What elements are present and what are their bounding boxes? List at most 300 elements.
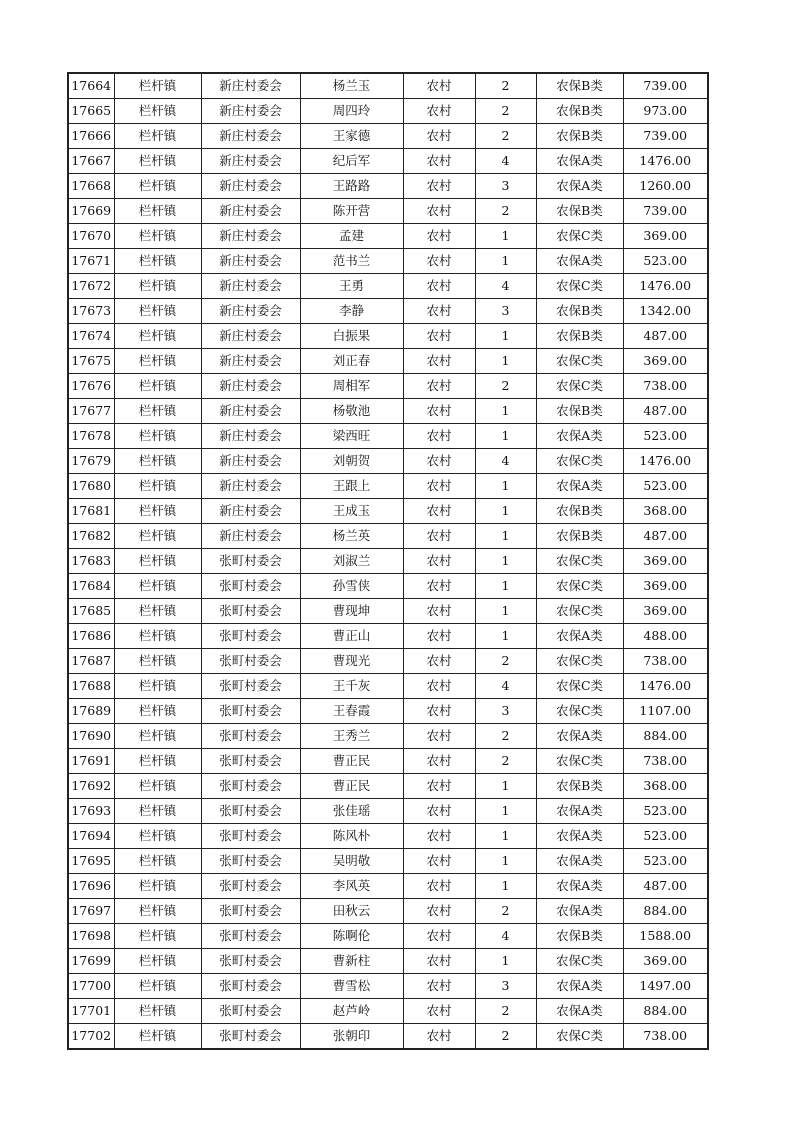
record-id-cell: 17695 xyxy=(68,849,114,874)
person-name-cell: 曹现光 xyxy=(300,649,403,674)
village-committee-cell: 张町村委会 xyxy=(201,749,300,774)
person-name-cell: 梁西旺 xyxy=(300,424,403,449)
village-committee-cell: 新庄村委会 xyxy=(201,424,300,449)
amount-cell: 1497.00 xyxy=(623,974,708,999)
town-cell: 栏杆镇 xyxy=(114,749,201,774)
amount-cell: 1476.00 xyxy=(623,149,708,174)
town-cell: 栏杆镇 xyxy=(114,649,201,674)
record-id-cell: 17676 xyxy=(68,374,114,399)
amount-cell: 739.00 xyxy=(623,73,708,99)
area-type-cell: 农村 xyxy=(403,73,475,99)
person-name-cell: 王秀兰 xyxy=(300,724,403,749)
person-name-cell: 陈啊伦 xyxy=(300,924,403,949)
village-committee-cell: 张町村委会 xyxy=(201,649,300,674)
person-name-cell: 周相军 xyxy=(300,374,403,399)
town-cell: 栏杆镇 xyxy=(114,224,201,249)
village-committee-cell: 新庄村委会 xyxy=(201,224,300,249)
amount-cell: 739.00 xyxy=(623,124,708,149)
household-count-cell: 4 xyxy=(475,449,536,474)
table-row xyxy=(68,424,708,449)
insurance-category-cell: 农保C类 xyxy=(536,349,623,374)
record-id-cell: 17665 xyxy=(68,99,114,124)
town-cell: 栏杆镇 xyxy=(114,499,201,524)
household-count-cell: 2 xyxy=(475,649,536,674)
insurance-category-cell: 农保A类 xyxy=(536,899,623,924)
table-row xyxy=(68,524,708,549)
village-committee-cell: 张町村委会 xyxy=(201,549,300,574)
table-row xyxy=(68,1024,708,1050)
amount-cell: 1342.00 xyxy=(623,299,708,324)
insurance-category-cell: 农保C类 xyxy=(536,649,623,674)
village-committee-cell: 张町村委会 xyxy=(201,899,300,924)
town-cell: 栏杆镇 xyxy=(114,999,201,1024)
amount-cell: 523.00 xyxy=(623,249,708,274)
insurance-category-cell: 农保C类 xyxy=(536,274,623,299)
record-id-cell: 17699 xyxy=(68,949,114,974)
household-count-cell: 4 xyxy=(475,149,536,174)
person-name-cell: 曹正民 xyxy=(300,774,403,799)
insurance-category-cell: 农保C类 xyxy=(536,374,623,399)
person-name-cell: 杨兰英 xyxy=(300,524,403,549)
town-cell: 栏杆镇 xyxy=(114,349,201,374)
table-row xyxy=(68,149,708,174)
person-name-cell: 赵芦岭 xyxy=(300,999,403,1024)
record-id-cell: 17700 xyxy=(68,974,114,999)
area-type-cell: 农村 xyxy=(403,524,475,549)
amount-cell: 1476.00 xyxy=(623,449,708,474)
household-count-cell: 2 xyxy=(475,899,536,924)
record-id-cell: 17693 xyxy=(68,799,114,824)
record-id-cell: 17685 xyxy=(68,599,114,624)
insurance-category-cell: 农保A类 xyxy=(536,999,623,1024)
table-row xyxy=(68,549,708,574)
town-cell: 栏杆镇 xyxy=(114,524,201,549)
table-row xyxy=(68,499,708,524)
insurance-category-cell: 农保B类 xyxy=(536,99,623,124)
amount-cell: 368.00 xyxy=(623,774,708,799)
record-id-cell: 17674 xyxy=(68,324,114,349)
area-type-cell: 农村 xyxy=(403,99,475,124)
village-committee-cell: 张町村委会 xyxy=(201,974,300,999)
amount-cell: 884.00 xyxy=(623,999,708,1024)
insurance-category-cell: 农保A类 xyxy=(536,849,623,874)
town-cell: 栏杆镇 xyxy=(114,149,201,174)
town-cell: 栏杆镇 xyxy=(114,674,201,699)
amount-cell: 369.00 xyxy=(623,349,708,374)
amount-cell: 487.00 xyxy=(623,399,708,424)
area-type-cell: 农村 xyxy=(403,974,475,999)
area-type-cell: 农村 xyxy=(403,624,475,649)
record-id-cell: 17672 xyxy=(68,274,114,299)
household-count-cell: 1 xyxy=(475,799,536,824)
table-row xyxy=(68,199,708,224)
town-cell: 栏杆镇 xyxy=(114,374,201,399)
person-name-cell: 曹新柱 xyxy=(300,949,403,974)
village-committee-cell: 张町村委会 xyxy=(201,599,300,624)
record-id-cell: 17696 xyxy=(68,874,114,899)
insurance-category-cell: 农保B类 xyxy=(536,524,623,549)
record-id-cell: 17692 xyxy=(68,774,114,799)
insurance-category-cell: 农保C类 xyxy=(536,749,623,774)
amount-cell: 739.00 xyxy=(623,199,708,224)
household-count-cell: 4 xyxy=(475,924,536,949)
insurance-category-cell: 农保B类 xyxy=(536,399,623,424)
town-cell: 栏杆镇 xyxy=(114,549,201,574)
table-row xyxy=(68,749,708,774)
village-committee-cell: 新庄村委会 xyxy=(201,349,300,374)
town-cell: 栏杆镇 xyxy=(114,174,201,199)
record-id-cell: 17670 xyxy=(68,224,114,249)
record-id-cell: 17683 xyxy=(68,549,114,574)
village-committee-cell: 新庄村委会 xyxy=(201,249,300,274)
person-name-cell: 王勇 xyxy=(300,274,403,299)
insurance-category-cell: 农保C类 xyxy=(536,674,623,699)
person-name-cell: 刘淑兰 xyxy=(300,549,403,574)
table-row xyxy=(68,874,708,899)
household-count-cell: 1 xyxy=(475,399,536,424)
amount-cell: 487.00 xyxy=(623,874,708,899)
table-row xyxy=(68,399,708,424)
area-type-cell: 农村 xyxy=(403,424,475,449)
table-row xyxy=(68,999,708,1024)
household-count-cell: 1 xyxy=(475,949,536,974)
table-row xyxy=(68,474,708,499)
person-name-cell: 王成玉 xyxy=(300,499,403,524)
town-cell: 栏杆镇 xyxy=(114,249,201,274)
town-cell: 栏杆镇 xyxy=(114,299,201,324)
insurance-category-cell: 农保B类 xyxy=(536,73,623,99)
household-count-cell: 1 xyxy=(475,624,536,649)
person-name-cell: 刘正春 xyxy=(300,349,403,374)
table-row xyxy=(68,449,708,474)
village-committee-cell: 新庄村委会 xyxy=(201,324,300,349)
area-type-cell: 农村 xyxy=(403,574,475,599)
area-type-cell: 农村 xyxy=(403,899,475,924)
village-committee-cell: 新庄村委会 xyxy=(201,199,300,224)
insurance-category-cell: 农保C类 xyxy=(536,574,623,599)
record-id-cell: 17677 xyxy=(68,399,114,424)
household-count-cell: 4 xyxy=(475,674,536,699)
town-cell: 栏杆镇 xyxy=(114,974,201,999)
insurance-category-cell: 农保B类 xyxy=(536,924,623,949)
area-type-cell: 农村 xyxy=(403,224,475,249)
record-id-cell: 17688 xyxy=(68,674,114,699)
table-row xyxy=(68,849,708,874)
town-cell: 栏杆镇 xyxy=(114,399,201,424)
insurance-category-cell: 农保B类 xyxy=(536,299,623,324)
table-row xyxy=(68,274,708,299)
village-committee-cell: 张町村委会 xyxy=(201,774,300,799)
town-cell: 栏杆镇 xyxy=(114,724,201,749)
insurance-category-cell: 农保A类 xyxy=(536,249,623,274)
household-count-cell: 1 xyxy=(475,849,536,874)
area-type-cell: 农村 xyxy=(403,399,475,424)
record-id-cell: 17666 xyxy=(68,124,114,149)
household-count-cell: 1 xyxy=(475,774,536,799)
household-count-cell: 1 xyxy=(475,874,536,899)
person-name-cell: 曹雪松 xyxy=(300,974,403,999)
record-id-cell: 17686 xyxy=(68,624,114,649)
person-name-cell: 王路路 xyxy=(300,174,403,199)
insurance-category-cell: 农保C类 xyxy=(536,699,623,724)
amount-cell: 973.00 xyxy=(623,99,708,124)
village-committee-cell: 新庄村委会 xyxy=(201,474,300,499)
person-name-cell: 曹正民 xyxy=(300,749,403,774)
table-row xyxy=(68,99,708,124)
table-row xyxy=(68,774,708,799)
area-type-cell: 农村 xyxy=(403,274,475,299)
table-row xyxy=(68,574,708,599)
person-name-cell: 王家德 xyxy=(300,124,403,149)
insurance-category-cell: 农保A类 xyxy=(536,974,623,999)
record-id-cell: 17671 xyxy=(68,249,114,274)
insurance-category-cell: 农保C类 xyxy=(536,224,623,249)
person-name-cell: 吴明敬 xyxy=(300,849,403,874)
record-id-cell: 17690 xyxy=(68,724,114,749)
area-type-cell: 农村 xyxy=(403,449,475,474)
person-name-cell: 周四玲 xyxy=(300,99,403,124)
insurance-category-cell: 农保A类 xyxy=(536,174,623,199)
household-count-cell: 1 xyxy=(475,524,536,549)
household-count-cell: 2 xyxy=(475,374,536,399)
benefit-roster-table xyxy=(67,72,709,1050)
table-row xyxy=(68,699,708,724)
table-row xyxy=(68,724,708,749)
town-cell: 栏杆镇 xyxy=(114,324,201,349)
village-committee-cell: 张町村委会 xyxy=(201,574,300,599)
amount-cell: 523.00 xyxy=(623,824,708,849)
record-id-cell: 17667 xyxy=(68,149,114,174)
person-name-cell: 曹正山 xyxy=(300,624,403,649)
table-row xyxy=(68,299,708,324)
amount-cell: 738.00 xyxy=(623,749,708,774)
table-row xyxy=(68,249,708,274)
amount-cell: 369.00 xyxy=(623,224,708,249)
household-count-cell: 1 xyxy=(475,824,536,849)
table-row xyxy=(68,624,708,649)
record-id-cell: 17673 xyxy=(68,299,114,324)
table-row xyxy=(68,374,708,399)
insurance-category-cell: 农保B类 xyxy=(536,774,623,799)
area-type-cell: 农村 xyxy=(403,499,475,524)
area-type-cell: 农村 xyxy=(403,799,475,824)
table-row xyxy=(68,824,708,849)
person-name-cell: 刘朝贺 xyxy=(300,449,403,474)
town-cell: 栏杆镇 xyxy=(114,799,201,824)
household-count-cell: 2 xyxy=(475,724,536,749)
household-count-cell: 2 xyxy=(475,99,536,124)
town-cell: 栏杆镇 xyxy=(114,574,201,599)
insurance-category-cell: 农保A类 xyxy=(536,424,623,449)
amount-cell: 487.00 xyxy=(623,324,708,349)
village-committee-cell: 张町村委会 xyxy=(201,799,300,824)
village-committee-cell: 张町村委会 xyxy=(201,674,300,699)
record-id-cell: 17669 xyxy=(68,199,114,224)
person-name-cell: 杨敬池 xyxy=(300,399,403,424)
area-type-cell: 农村 xyxy=(403,999,475,1024)
town-cell: 栏杆镇 xyxy=(114,949,201,974)
record-id-cell: 17684 xyxy=(68,574,114,599)
town-cell: 栏杆镇 xyxy=(114,899,201,924)
household-count-cell: 2 xyxy=(475,999,536,1024)
household-count-cell: 1 xyxy=(475,549,536,574)
village-committee-cell: 张町村委会 xyxy=(201,1024,300,1050)
table-row xyxy=(68,124,708,149)
insurance-category-cell: 农保C类 xyxy=(536,549,623,574)
record-id-cell: 17678 xyxy=(68,424,114,449)
insurance-category-cell: 农保B类 xyxy=(536,124,623,149)
area-type-cell: 农村 xyxy=(403,874,475,899)
insurance-category-cell: 农保C类 xyxy=(536,949,623,974)
record-id-cell: 17682 xyxy=(68,524,114,549)
household-count-cell: 3 xyxy=(475,974,536,999)
table-row xyxy=(68,174,708,199)
town-cell: 栏杆镇 xyxy=(114,874,201,899)
insurance-category-cell: 农保A类 xyxy=(536,474,623,499)
table-row xyxy=(68,599,708,624)
amount-cell: 884.00 xyxy=(623,899,708,924)
person-name-cell: 张佳瑶 xyxy=(300,799,403,824)
household-count-cell: 3 xyxy=(475,174,536,199)
amount-cell: 369.00 xyxy=(623,599,708,624)
amount-cell: 523.00 xyxy=(623,799,708,824)
record-id-cell: 17694 xyxy=(68,824,114,849)
amount-cell: 1588.00 xyxy=(623,924,708,949)
household-count-cell: 1 xyxy=(475,599,536,624)
area-type-cell: 农村 xyxy=(403,549,475,574)
table-row xyxy=(68,949,708,974)
area-type-cell: 农村 xyxy=(403,849,475,874)
area-type-cell: 农村 xyxy=(403,324,475,349)
household-count-cell: 2 xyxy=(475,124,536,149)
person-name-cell: 范书兰 xyxy=(300,249,403,274)
area-type-cell: 农村 xyxy=(403,249,475,274)
area-type-cell: 农村 xyxy=(403,1024,475,1050)
record-id-cell: 17680 xyxy=(68,474,114,499)
household-count-cell: 2 xyxy=(475,199,536,224)
person-name-cell: 杨兰玉 xyxy=(300,73,403,99)
area-type-cell: 农村 xyxy=(403,924,475,949)
amount-cell: 488.00 xyxy=(623,624,708,649)
area-type-cell: 农村 xyxy=(403,774,475,799)
household-count-cell: 1 xyxy=(475,499,536,524)
person-name-cell: 孟建 xyxy=(300,224,403,249)
town-cell: 栏杆镇 xyxy=(114,599,201,624)
household-count-cell: 1 xyxy=(475,574,536,599)
village-committee-cell: 新庄村委会 xyxy=(201,274,300,299)
household-count-cell: 2 xyxy=(475,73,536,99)
village-committee-cell: 张町村委会 xyxy=(201,849,300,874)
household-count-cell: 1 xyxy=(475,249,536,274)
amount-cell: 487.00 xyxy=(623,524,708,549)
village-committee-cell: 新庄村委会 xyxy=(201,399,300,424)
area-type-cell: 农村 xyxy=(403,649,475,674)
record-id-cell: 17691 xyxy=(68,749,114,774)
insurance-category-cell: 农保A类 xyxy=(536,624,623,649)
town-cell: 栏杆镇 xyxy=(114,1024,201,1050)
household-count-cell: 4 xyxy=(475,274,536,299)
town-cell: 栏杆镇 xyxy=(114,199,201,224)
amount-cell: 738.00 xyxy=(623,649,708,674)
record-id-cell: 17701 xyxy=(68,999,114,1024)
household-count-cell: 1 xyxy=(475,349,536,374)
village-committee-cell: 新庄村委会 xyxy=(201,149,300,174)
amount-cell: 523.00 xyxy=(623,474,708,499)
insurance-category-cell: 农保A类 xyxy=(536,874,623,899)
record-id-cell: 17698 xyxy=(68,924,114,949)
insurance-category-cell: 农保A类 xyxy=(536,724,623,749)
record-id-cell: 17664 xyxy=(68,73,114,99)
area-type-cell: 农村 xyxy=(403,349,475,374)
area-type-cell: 农村 xyxy=(403,599,475,624)
village-committee-cell: 新庄村委会 xyxy=(201,124,300,149)
village-committee-cell: 新庄村委会 xyxy=(201,524,300,549)
area-type-cell: 农村 xyxy=(403,124,475,149)
insurance-category-cell: 农保A类 xyxy=(536,824,623,849)
area-type-cell: 农村 xyxy=(403,749,475,774)
area-type-cell: 农村 xyxy=(403,674,475,699)
town-cell: 栏杆镇 xyxy=(114,774,201,799)
household-count-cell: 2 xyxy=(475,1024,536,1050)
table-row xyxy=(68,324,708,349)
amount-cell: 523.00 xyxy=(623,424,708,449)
table-row xyxy=(68,899,708,924)
town-cell: 栏杆镇 xyxy=(114,73,201,99)
insurance-category-cell: 农保A类 xyxy=(536,799,623,824)
household-count-cell: 3 xyxy=(475,299,536,324)
village-committee-cell: 新庄村委会 xyxy=(201,374,300,399)
household-count-cell: 1 xyxy=(475,424,536,449)
amount-cell: 1260.00 xyxy=(623,174,708,199)
town-cell: 栏杆镇 xyxy=(114,424,201,449)
village-committee-cell: 新庄村委会 xyxy=(201,174,300,199)
person-name-cell: 孙雪侠 xyxy=(300,574,403,599)
town-cell: 栏杆镇 xyxy=(114,474,201,499)
village-committee-cell: 张町村委会 xyxy=(201,999,300,1024)
household-count-cell: 2 xyxy=(475,749,536,774)
village-committee-cell: 张町村委会 xyxy=(201,699,300,724)
village-committee-cell: 新庄村委会 xyxy=(201,73,300,99)
amount-cell: 1476.00 xyxy=(623,274,708,299)
person-name-cell: 陈风朴 xyxy=(300,824,403,849)
table-row xyxy=(68,924,708,949)
village-committee-cell: 张町村委会 xyxy=(201,624,300,649)
town-cell: 栏杆镇 xyxy=(114,624,201,649)
amount-cell: 369.00 xyxy=(623,949,708,974)
person-name-cell: 纪后军 xyxy=(300,149,403,174)
village-committee-cell: 新庄村委会 xyxy=(201,299,300,324)
town-cell: 栏杆镇 xyxy=(114,99,201,124)
amount-cell: 369.00 xyxy=(623,574,708,599)
record-id-cell: 17681 xyxy=(68,499,114,524)
area-type-cell: 农村 xyxy=(403,149,475,174)
amount-cell: 369.00 xyxy=(623,549,708,574)
town-cell: 栏杆镇 xyxy=(114,449,201,474)
household-count-cell: 3 xyxy=(475,699,536,724)
table-row xyxy=(68,799,708,824)
village-committee-cell: 张町村委会 xyxy=(201,874,300,899)
table-row xyxy=(68,224,708,249)
town-cell: 栏杆镇 xyxy=(114,824,201,849)
household-count-cell: 1 xyxy=(475,324,536,349)
person-name-cell: 王跟上 xyxy=(300,474,403,499)
person-name-cell: 王春霞 xyxy=(300,699,403,724)
amount-cell: 738.00 xyxy=(623,1024,708,1050)
person-name-cell: 陈开营 xyxy=(300,199,403,224)
amount-cell: 738.00 xyxy=(623,374,708,399)
person-name-cell: 李风英 xyxy=(300,874,403,899)
area-type-cell: 农村 xyxy=(403,824,475,849)
